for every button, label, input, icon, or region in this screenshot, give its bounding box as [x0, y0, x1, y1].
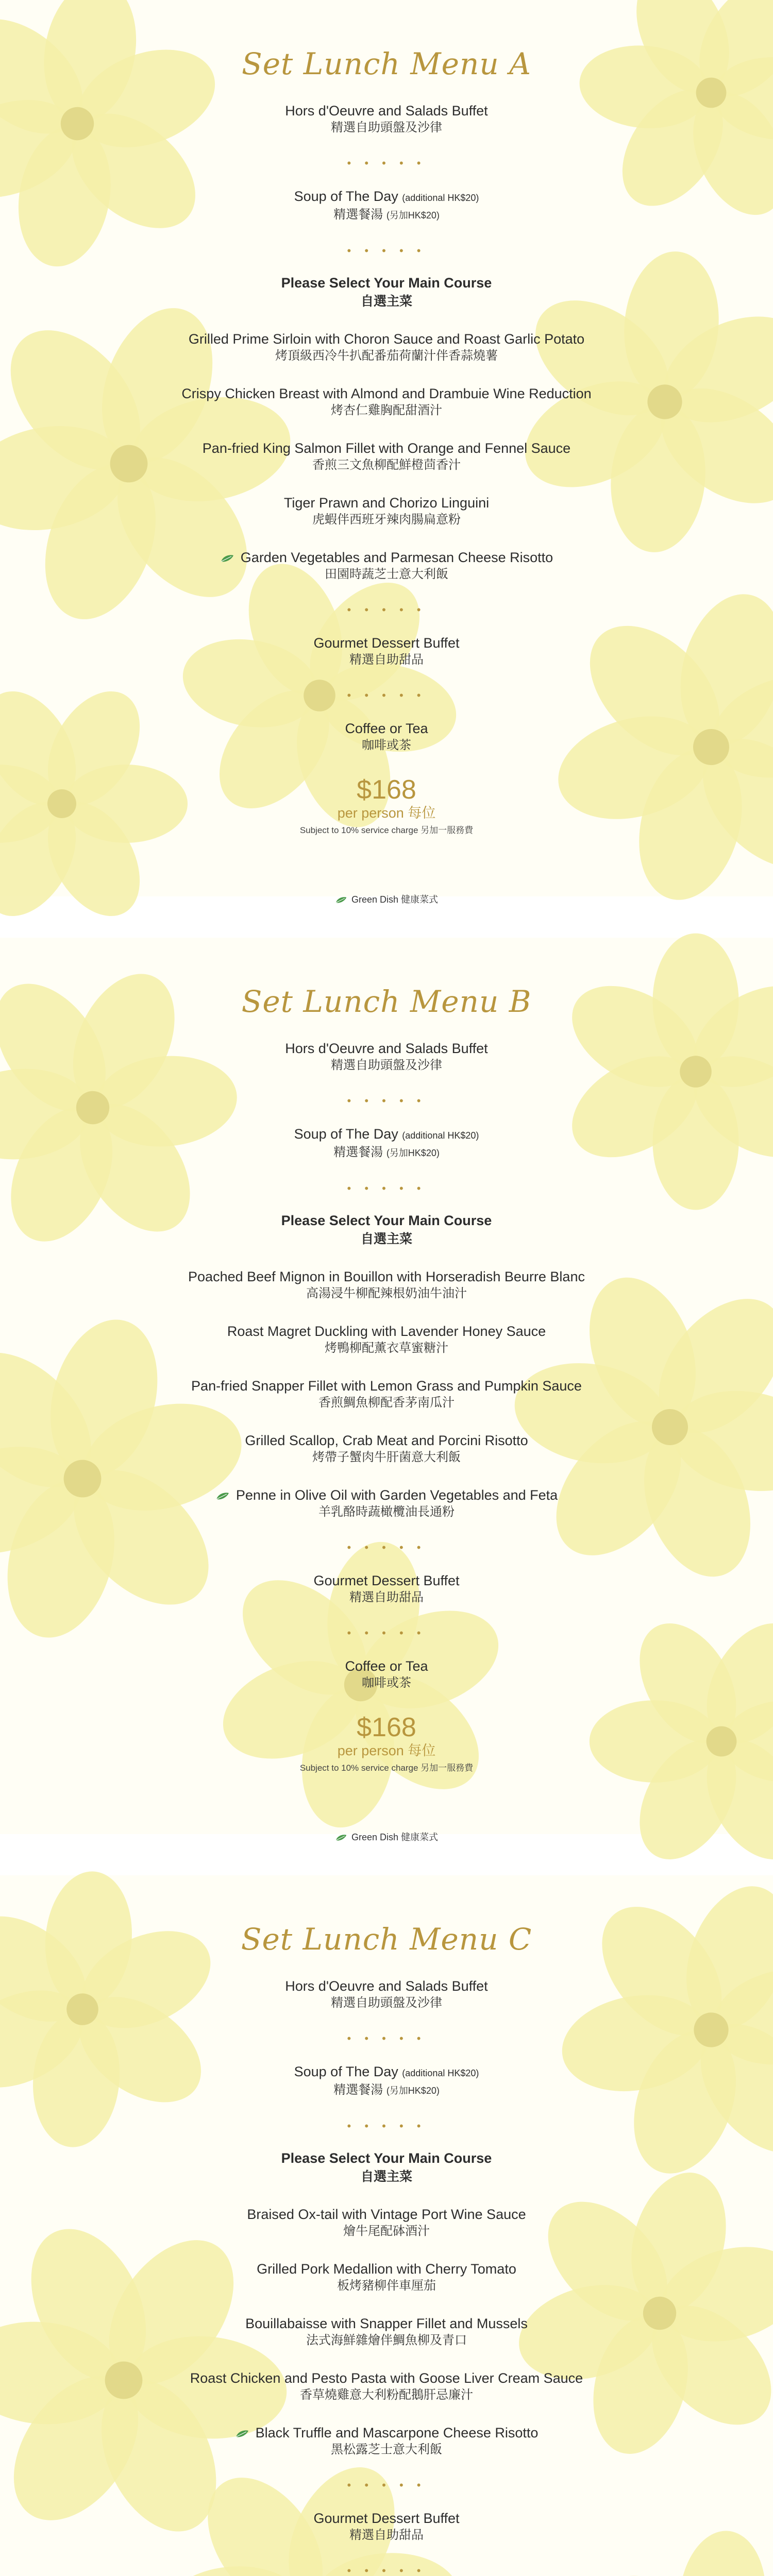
main-course-item — [0, 549, 773, 583]
main-course-zh: 羊乳酪時蔬橄欖油長通粉 — [318, 1505, 455, 1519]
main-course-en: Tiger Prawn and Chorizo Linguini — [283, 495, 490, 511]
main-course-item — [0, 2369, 773, 2403]
dessert-en: Gourmet Dessert Buffet — [313, 635, 460, 651]
dots-divider: • • • • • — [347, 689, 426, 702]
dots-divider: • • • • • — [347, 1541, 426, 1554]
leaf-icon — [220, 554, 234, 563]
main-course-item — [0, 1432, 773, 1466]
dessert-zh: 精選自助甜品 — [349, 653, 424, 667]
main-course-zh: 法式海鮮雜燴伴鯛魚柳及青口 — [306, 2333, 467, 2347]
dots-divider: • • • • • — [347, 244, 426, 257]
buffet-item — [0, 102, 773, 136]
per-person: per person 每位 — [337, 805, 436, 821]
main-course-zh: 高湯浸牛柳配辣根奶油牛油汁 — [306, 1286, 467, 1300]
menu-card-a — [0, 0, 773, 905]
leaf-icon — [215, 1492, 230, 1500]
main-course-item — [0, 1486, 773, 1520]
soup-additional: (additional HK$20) — [402, 2068, 479, 2078]
main-course-zh: 虎蝦伴西班牙辣肉腸扁意粉 — [312, 513, 461, 527]
dots-divider: • • • • • — [347, 1626, 426, 1639]
main-course-item — [0, 385, 773, 419]
buffet-en: Hors d'Oeuvre and Salads Buffet — [285, 103, 488, 118]
coffee-en: Coffee or Tea — [345, 721, 428, 736]
leaf-icon — [335, 896, 347, 904]
main-course-zh: 香煎鯛魚柳配香茅南瓜汁 — [318, 1396, 455, 1410]
dessert-zh: 精選自助甜品 — [349, 1590, 424, 1604]
menu-title: Set Lunch Menu B — [241, 984, 532, 1019]
main-course-zh: 烤帶子蟹肉牛肝菌意大利飯 — [312, 1450, 461, 1464]
dots-divider: • • • • • — [347, 603, 426, 616]
select-heading-en: Please Select Your Main Course — [281, 275, 492, 291]
main-course-en: Crispy Chicken Breast with Almond and Drambuie Wine Reduction — [181, 386, 592, 401]
buffet-zh: 精選自助頭盤及沙律 — [331, 1996, 442, 2010]
dots-divider: • • • • • — [347, 2120, 426, 2132]
main-course-list — [0, 330, 773, 583]
main-course-list — [0, 1268, 773, 1520]
dots-divider: • • • • • — [347, 157, 426, 170]
main-course-item — [0, 2315, 773, 2349]
dots-divider: • • • • • — [347, 1182, 426, 1195]
dessert-item — [0, 1572, 773, 1606]
dessert-en: Gourmet Dessert Buffet — [313, 1573, 460, 1588]
main-course-en: Pan-fried King Salmon Fillet with Orange and Fennel Sauce — [202, 440, 571, 456]
select-heading-zh: 自選主菜 — [360, 2170, 412, 2184]
price: $168 — [357, 775, 416, 805]
main-course-zh: 烤頂級西冷牛扒配番茄荷蘭汁伴香蒜燒薯 — [275, 349, 498, 363]
main-course-item — [0, 1377, 773, 1411]
buffet-zh: 精選自助頭盤及沙律 — [331, 121, 442, 134]
select-heading-en: Please Select Your Main Course — [281, 2150, 492, 2166]
dessert-item — [0, 2510, 773, 2544]
soup-zh-additional: (另加HK$20) — [386, 210, 440, 221]
soup-item — [0, 2063, 773, 2099]
soup-item — [0, 188, 773, 224]
main-course-en: Black Truffle and Mascarpone Cheese Risotto — [255, 2425, 539, 2441]
soup-zh-additional: (另加HK$20) — [386, 1148, 440, 1158]
select-heading — [0, 275, 773, 310]
main-course-zh: 黑松露芝士意大利飯 — [331, 2443, 442, 2456]
main-course-item — [0, 2424, 773, 2458]
menu-title: Set Lunch Menu A — [241, 46, 532, 81]
buffet-en: Hors d'Oeuvre and Salads Buffet — [285, 1978, 488, 1994]
soup-additional: (additional HK$20) — [402, 193, 479, 203]
main-course-item — [0, 1323, 773, 1357]
select-heading-en: Please Select Your Main Course — [281, 1213, 492, 1228]
main-course-zh: 燴牛尾配砵酒汁 — [343, 2224, 430, 2238]
select-heading — [0, 1213, 773, 1247]
buffet-zh: 精選自助頭盤及沙律 — [331, 1058, 442, 1072]
coffee-item — [0, 1657, 773, 1691]
main-course-en: Poached Beef Mignon in Bouillon with Horseradish Beurre Blanc — [188, 1269, 585, 1284]
leaf-icon — [235, 2430, 249, 2438]
main-course-zh: 板烤豬柳伴車厘茄 — [337, 2279, 436, 2293]
soup-zh: 精選餐湯 — [333, 208, 383, 222]
soup-en: Soup of The Day — [294, 189, 398, 204]
coffee-en: Coffee or Tea — [345, 1658, 428, 1674]
green-dish-legend — [0, 892, 773, 906]
main-course-zh: 香草燒雞意大利粉配鵝肝忌廉汁 — [300, 2388, 473, 2402]
main-course-zh: 香煎三文魚柳配鮮橙茴香汁 — [312, 458, 461, 472]
main-course-list — [0, 2206, 773, 2458]
dots-divider: • • • • • — [347, 2479, 426, 2492]
dots-divider: • • • • • — [347, 1094, 426, 1107]
legend-text: Green Dish 健康菜式 — [351, 1832, 439, 1842]
select-heading-zh: 自選主菜 — [360, 294, 412, 309]
main-course-en: Roast Chicken and Pesto Pasta with Goose Liver Cream Sauce — [190, 2370, 583, 2386]
select-heading — [0, 2150, 773, 2185]
buffet-item — [0, 1040, 773, 1074]
main-course-en: Garden Vegetables and Parmesan Cheese Risotto — [240, 550, 553, 565]
main-course-zh: 烤杏仁雞胸配甜酒汁 — [331, 403, 442, 417]
main-course-item — [0, 330, 773, 364]
coffee-item — [0, 720, 773, 754]
soup-en: Soup of The Day — [294, 2064, 398, 2079]
main-course-item — [0, 439, 773, 473]
dots-divider: • • • • • — [347, 2564, 426, 2576]
soup-zh: 精選餐湯 — [333, 1145, 383, 1159]
leaf-icon — [335, 1834, 347, 1841]
menu-card-b — [0, 938, 773, 1842]
soup-zh: 精選餐湯 — [333, 2083, 383, 2097]
main-course-item — [0, 2206, 773, 2240]
dessert-item — [0, 634, 773, 668]
main-course-en: Grilled Scallop, Crab Meat and Porcini Risotto — [245, 1433, 528, 1448]
select-heading-zh: 自選主菜 — [360, 1232, 412, 1246]
dots-divider: • • • • • — [347, 2032, 426, 2045]
main-course-en: Pan-fried Snapper Fillet with Lemon Grass and Pumpkin Sauce — [191, 1378, 582, 1394]
main-course-en: Bouillabaisse with Snapper Fillet and Mussels — [245, 2316, 528, 2331]
main-course-en: Braised Ox-tail with Vintage Port Wine Sauce — [247, 2207, 526, 2222]
main-course-zh: 田園時蔬芝士意大利飯 — [325, 567, 448, 581]
buffet-item — [0, 1977, 773, 2011]
buffet-en: Hors d'Oeuvre and Salads Buffet — [285, 1041, 488, 1056]
per-person: per person 每位 — [337, 1743, 436, 1758]
main-course-en: Grilled Prime Sirloin with Choron Sauce and Roast Garlic Potato — [188, 331, 585, 347]
menu-title: Set Lunch Menu C — [241, 1922, 532, 1957]
soup-item — [0, 1125, 773, 1161]
main-course-item — [0, 2260, 773, 2294]
main-course-zh: 烤鴨柳配薰衣草蜜糖汁 — [325, 1341, 448, 1355]
dessert-en: Gourmet Dessert Buffet — [313, 2511, 460, 2526]
coffee-zh: 咖啡或茶 — [362, 1676, 411, 1690]
menu-card-c — [0, 1875, 773, 2576]
coffee-zh: 咖啡或茶 — [362, 738, 411, 752]
dessert-zh: 精選自助甜品 — [349, 2528, 424, 2542]
main-course-en: Penne in Olive Oil with Garden Vegetables and Feta — [236, 1487, 558, 1503]
main-course-item — [0, 494, 773, 528]
main-course-en: Roast Magret Duckling with Lavender Honey Sauce — [227, 1324, 546, 1339]
soup-en: Soup of The Day — [294, 1126, 398, 1142]
main-course-item — [0, 1268, 773, 1302]
legend-text: Green Dish 健康菜式 — [351, 894, 439, 905]
green-dish-legend — [0, 1830, 773, 1843]
service-charge-note: Subject to 10% service charge 另加一服務費 — [299, 825, 474, 835]
soup-zh-additional: (另加HK$20) — [386, 2086, 440, 2096]
price: $168 — [357, 1713, 416, 1742]
service-charge-note: Subject to 10% service charge 另加一服務費 — [299, 1763, 474, 1773]
main-course-en: Grilled Pork Medallion with Cherry Tomato — [257, 2261, 516, 2277]
soup-additional: (additional HK$20) — [402, 1130, 479, 1141]
